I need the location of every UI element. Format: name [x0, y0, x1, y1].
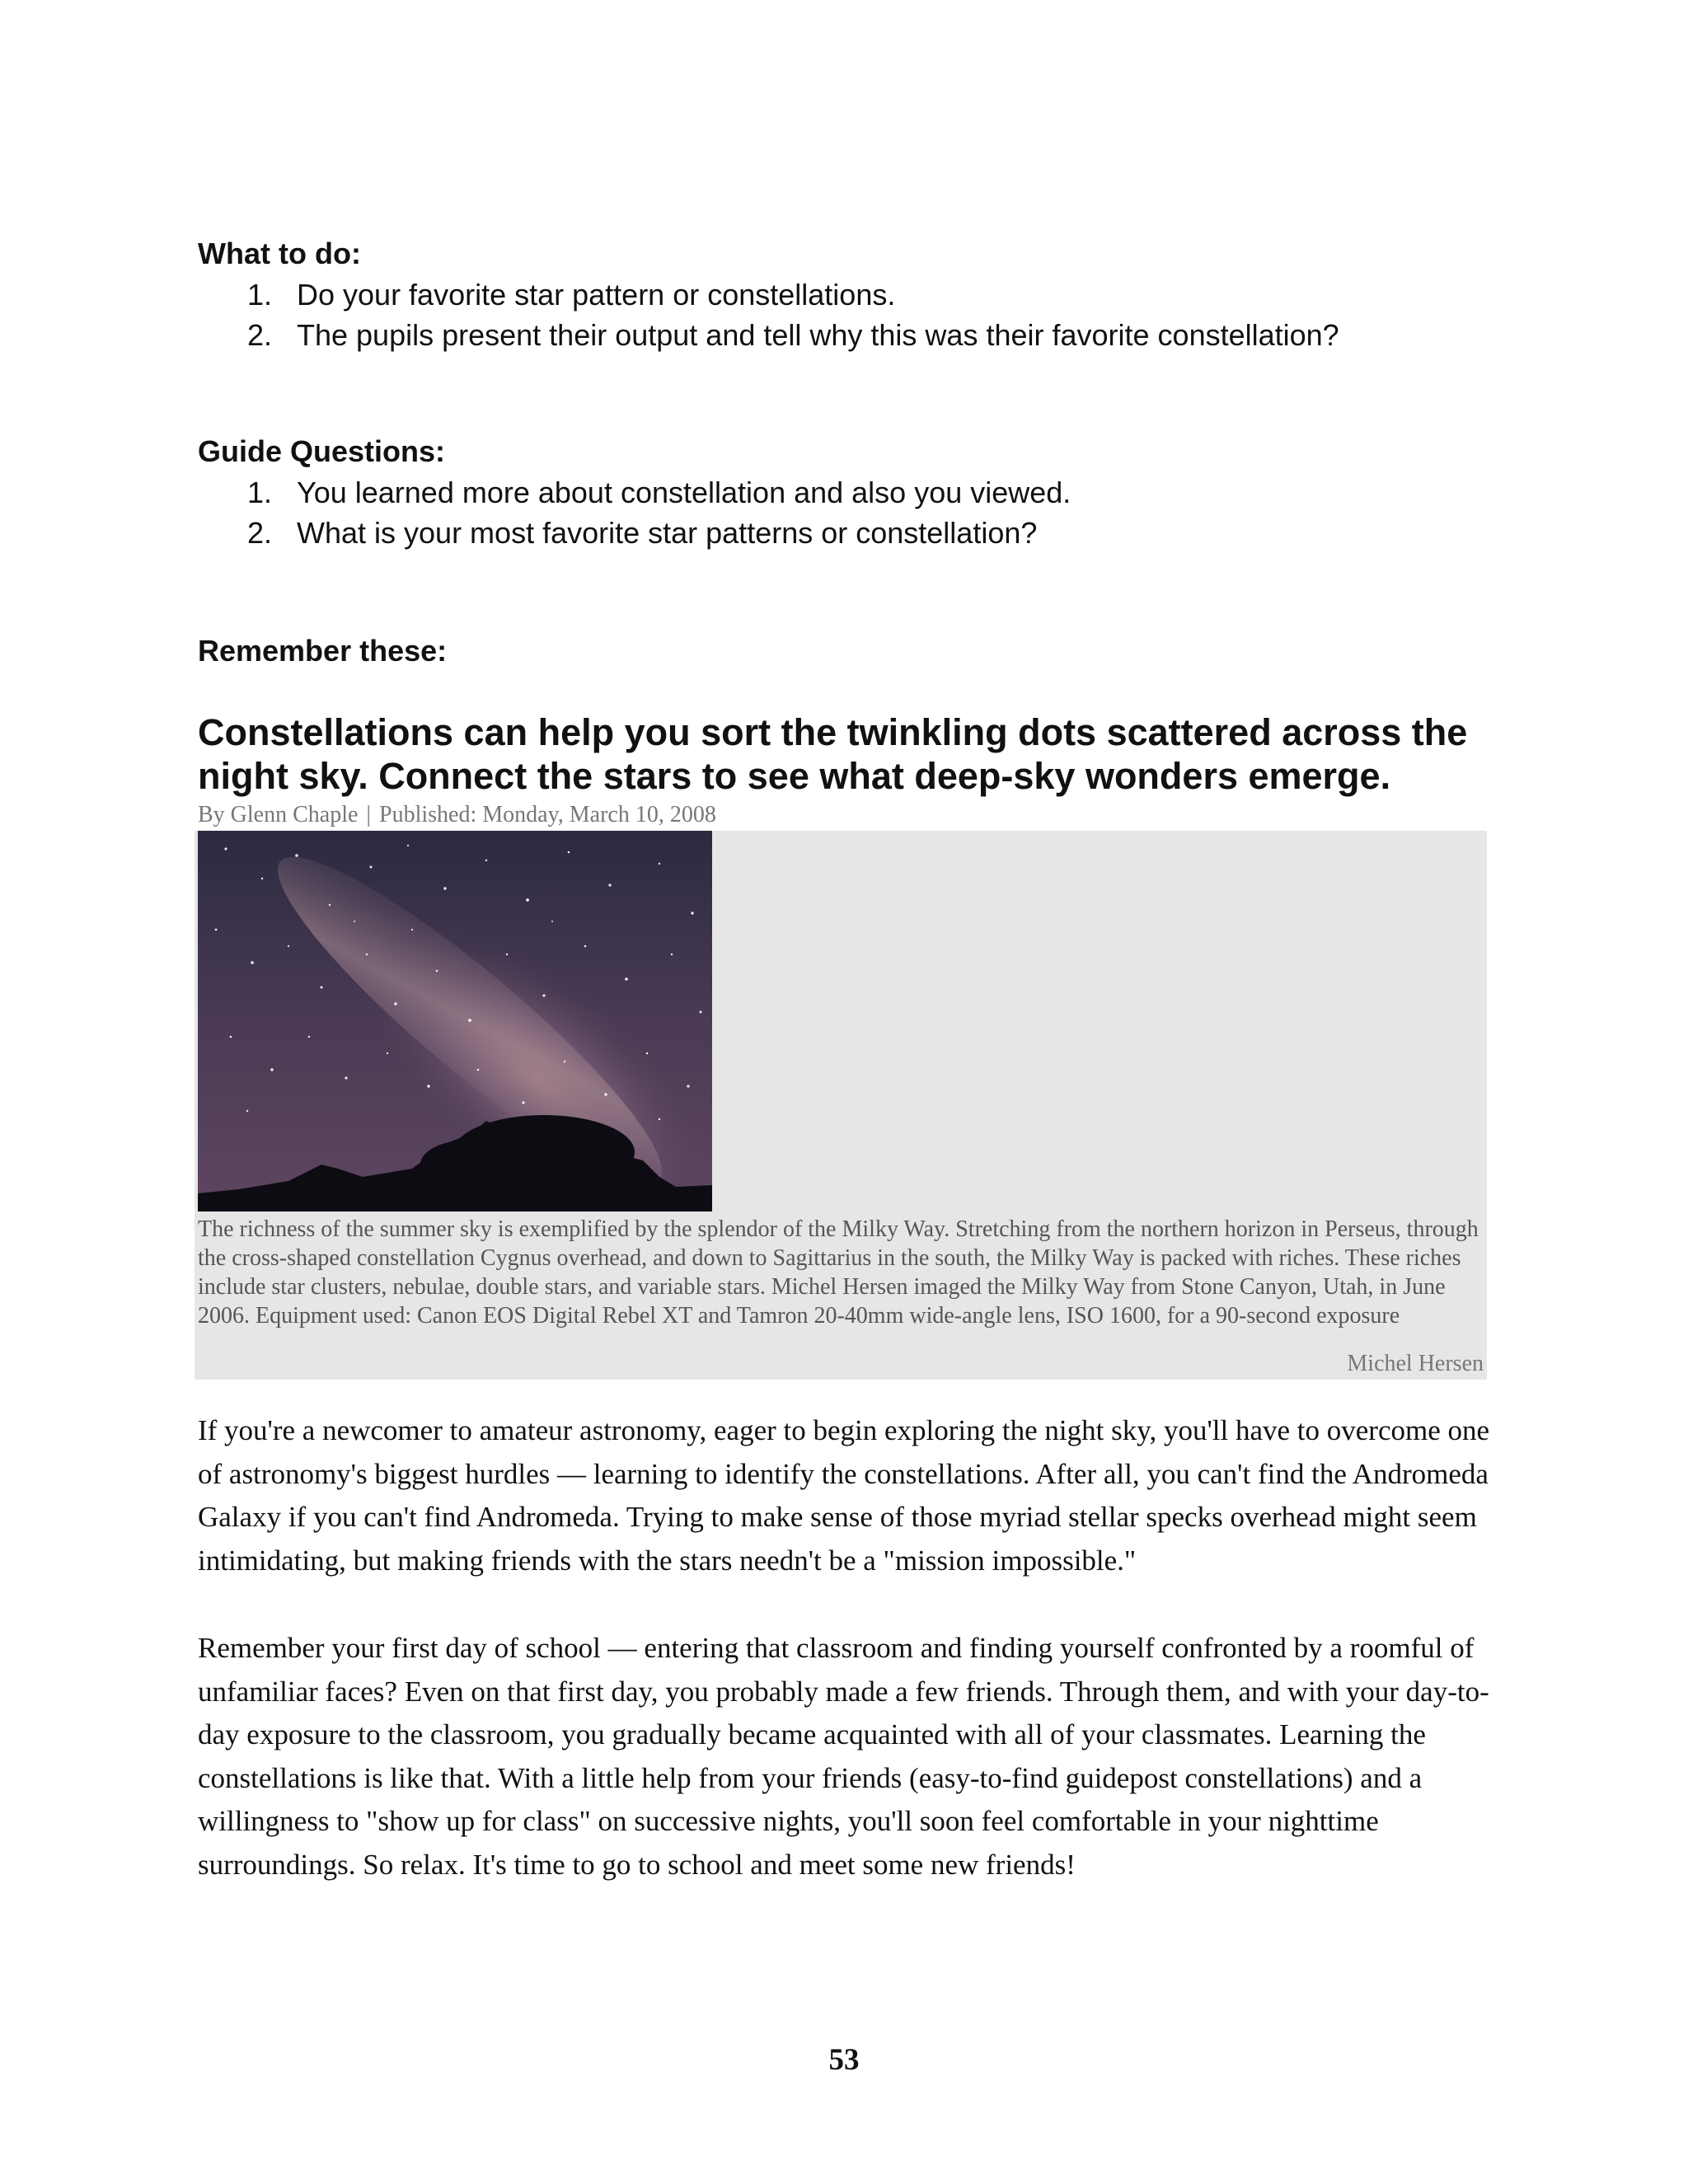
guide-questions-heading: Guide Questions: — [198, 434, 446, 468]
list-number: 2. — [247, 516, 273, 550]
list-text: What is your most favorite star patterns or constellation? — [297, 516, 1038, 550]
article-byline — [198, 801, 716, 829]
publish-date: Published: Monday, March 10, 2008 — [379, 802, 716, 827]
photo-credit: Michel Hersen — [1347, 1351, 1484, 1376]
what-to-do-heading: What to do: — [198, 237, 361, 270]
article-paragraph-2: Remember your first day of school — entering that classroom and finding yourself confronted by a roomful of unfamiliar faces? Even on that first day, you probably made a few friends. Through them, and with your day-to-day exposure to the classroom, you gradually became acquainted with all of your classmates. Learning the constellations is like that. With a little help from your friends (easy-to-find guidepost constellations) and a willingness to "show up for class" on successive nights, you'll soon feel comfortable in your nighttime surroundings. So relax. It's time to go to school and meet some new friends! — [198, 1632, 1489, 1881]
article-headline: Constellations can help you sort the twinkling dots scattered across the night sky. Connect the stars to see what deep-sky wonders emerge. — [198, 711, 1468, 797]
list-text: The pupils present their output and tell why this was their favorite constellation? — [297, 318, 1339, 352]
article-figure — [195, 831, 1487, 1380]
byline-separator: | — [366, 802, 372, 827]
list-text: You learned more about constellation and also you viewed. — [297, 476, 1071, 509]
milky-way-photo — [198, 831, 712, 1212]
list-number: 1. — [247, 476, 273, 509]
list-number: 1. — [247, 278, 273, 312]
figure-caption: The richness of the summer sky is exemplified by the splendor of the Milky Way. Stretching from the northern horizon in Perseus, through the cross-shaped constellation Cygnus overhead, and down to Sagittarius in the south, the Milky Way is packed with riches. These riches include star clusters, nebulae, double stars, and variable stars. Michel Hersen imaged the Milky Way from Stone Canyon, Utah, in June 2006. Equipment used: Canon EOS Digital Rebel XT and Tamron 20-40mm wide-angle lens, ISO 1600, for a 90-second exposure — [198, 1216, 1479, 1329]
article-paragraph-1: If you're a newcomer to amateur astronomy, eager to begin exploring the night sky, you'll have to overcome one of astronomy's biggest hurdles — learning to identify the constellations. After all, you can't find the Andromeda Galaxy if you can't find Andromeda. Trying to make sense of those myriad stellar specks overhead might seem intimidating, but making friends with the stars needn't be a "mission impossible." — [198, 1414, 1490, 1577]
remember-heading: Remember these: — [198, 634, 448, 668]
page-number: 53 — [828, 2043, 860, 2077]
author-name: By Glenn Chaple — [198, 802, 359, 827]
list-number: 2. — [247, 318, 273, 352]
list-text: Do your favorite star pattern or constellations. — [297, 278, 896, 312]
